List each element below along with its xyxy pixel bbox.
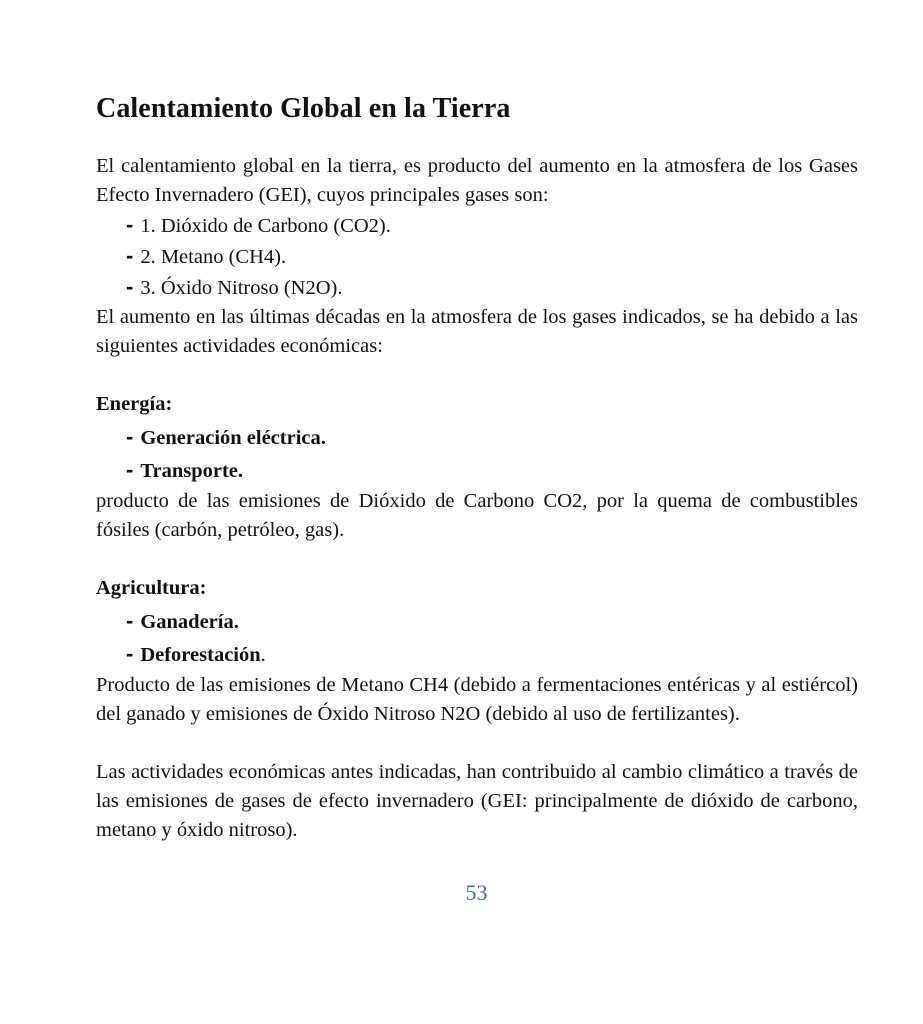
dash-bullet: -	[126, 641, 134, 666]
dash-bullet: -	[126, 424, 134, 449]
energy-heading: Energía:	[96, 393, 173, 415]
energy-list-item	[126, 454, 858, 487]
dash-bullet: -	[126, 212, 134, 237]
dash-bullet: -	[126, 608, 134, 633]
conclusion-paragraph: Las actividades económicas antes indicadas, han contribuido al cambio climático a través de las emisiones de gases de efecto invernadero (GEI: principalmente de dióxido de carbono, metano y óxido nitroso).	[96, 761, 858, 841]
page-number: 53	[465, 880, 488, 905]
agriculture-description: Producto de las emisiones de Metano CH4 (debido a fermentaciones entéricas y al estiércol) del ganado y emisiones de Óxido Nitroso N2O (debido al uso de fertilizantes).	[96, 674, 858, 725]
gas-list-item	[126, 272, 858, 303]
gas-label: 1. Dióxido de Carbono (CO2).	[140, 215, 391, 237]
agriculture-item-suffix: .	[260, 644, 266, 666]
agriculture-list-item	[126, 638, 858, 671]
page-title: Calentamiento Global en la Tierra	[96, 93, 511, 124]
agriculture-list-item	[126, 605, 858, 638]
dash-bullet: -	[126, 274, 134, 299]
agriculture-item-label: Deforestación	[140, 644, 261, 666]
document-page	[96, 92, 858, 845]
energy-item-label: Transporte.	[140, 460, 244, 482]
energy-description: producto de las emisiones de Dióxido de Carbono CO2, por la quema de combustibles fósiles (carbón, petróleo, gas).	[96, 490, 858, 541]
agriculture-item-label: Ganadería.	[140, 611, 239, 633]
energy-item-label: Generación eléctrica.	[140, 427, 326, 449]
dash-bullet: -	[126, 243, 134, 268]
dash-bullet: -	[126, 457, 134, 482]
gas-list-item	[126, 210, 858, 241]
gas-label: 3. Óxido Nitroso (N2O).	[140, 277, 343, 299]
gas-label: 2. Metano (CH4).	[140, 246, 287, 268]
energy-list-item	[126, 421, 858, 454]
agriculture-heading: Agricultura:	[96, 577, 207, 599]
paragraph-spacer	[96, 729, 858, 758]
gas-list-item	[126, 241, 858, 272]
intro-paragraph: El calentamiento global en la tierra, es producto del aumento en la atmosfera de los Gases Efecto Invernadero (GEI), cuyos principales gases son:	[96, 155, 858, 206]
increase-paragraph: El aumento en las últimas décadas en la atmosfera de los gases indicados, se ha debido a las siguientes actividades económicas:	[96, 306, 858, 357]
